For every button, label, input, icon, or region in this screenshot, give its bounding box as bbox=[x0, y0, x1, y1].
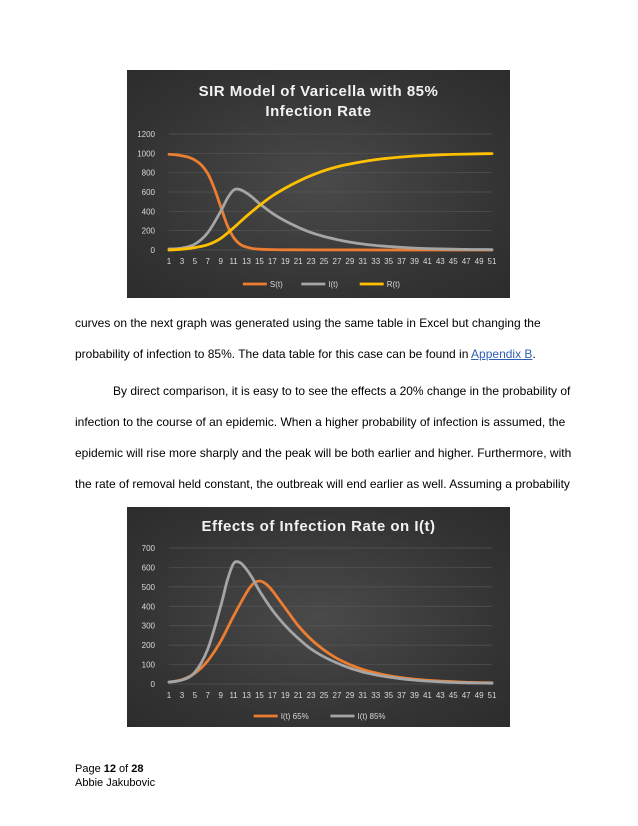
x-tick-label: 51 bbox=[487, 691, 497, 700]
x-tick-label: 43 bbox=[435, 257, 445, 266]
chart-title-line1: Effects of Infection Rate on I(t) bbox=[201, 518, 436, 535]
x-tick-label: 31 bbox=[358, 691, 368, 700]
legend-label: I(t) 65% bbox=[280, 712, 309, 721]
x-tick-label: 33 bbox=[371, 257, 381, 266]
y-tick-label: 700 bbox=[141, 544, 155, 553]
paragraph-text: probability of infection to 85%. The data table for this case can be found in bbox=[75, 347, 472, 361]
x-tick-label: 9 bbox=[218, 257, 223, 266]
appendix-b-link[interactable]: Appendix B bbox=[471, 347, 533, 361]
y-tick-label: 0 bbox=[150, 680, 155, 689]
x-tick-label: 25 bbox=[319, 691, 329, 700]
legend-label: I(t) 85% bbox=[357, 712, 386, 721]
x-tick-label: 39 bbox=[410, 257, 419, 266]
x-tick-label: 37 bbox=[397, 691, 407, 700]
y-tick-label: 1200 bbox=[137, 130, 155, 139]
x-tick-label: 19 bbox=[280, 691, 290, 700]
x-tick-label: 29 bbox=[345, 257, 355, 266]
x-tick-label: 45 bbox=[448, 691, 458, 700]
x-tick-label: 5 bbox=[192, 691, 198, 700]
y-tick-label: 600 bbox=[141, 563, 155, 573]
x-tick-label: 15 bbox=[254, 257, 264, 266]
series-line bbox=[169, 581, 492, 683]
paragraph-line: By direct comparison, it is easy to to see the effects a 20% change in the probability of bbox=[113, 384, 571, 398]
y-tick-label: 1000 bbox=[137, 149, 155, 159]
x-tick-label: 7 bbox=[205, 691, 210, 700]
y-tick-label: 200 bbox=[141, 226, 155, 236]
x-tick-label: 13 bbox=[242, 691, 251, 700]
x-tick-label: 33 bbox=[371, 691, 381, 700]
x-tick-label: 41 bbox=[422, 691, 432, 700]
series-line bbox=[169, 562, 492, 684]
x-tick-label: 31 bbox=[358, 257, 368, 266]
x-tick-label: 39 bbox=[410, 691, 419, 700]
chart-title-line2: Infection Rate bbox=[265, 103, 372, 120]
x-tick-label: 17 bbox=[267, 691, 277, 700]
x-tick-label: 11 bbox=[229, 257, 238, 266]
x-tick-label: 23 bbox=[306, 691, 316, 700]
sir-chart-plot bbox=[127, 70, 510, 298]
x-tick-label: 13 bbox=[242, 257, 251, 266]
legend-label: S(t) bbox=[269, 280, 283, 289]
y-tick-label: 800 bbox=[141, 168, 155, 178]
x-tick-label: 27 bbox=[332, 257, 342, 266]
y-tick-label: 100 bbox=[141, 660, 155, 670]
legend-label: R(t) bbox=[386, 280, 401, 289]
x-tick-label: 37 bbox=[397, 257, 407, 266]
infection-rate-chart-plot bbox=[127, 507, 510, 727]
paragraph-line bbox=[75, 346, 575, 362]
y-tick-label: 600 bbox=[141, 188, 155, 197]
x-tick-label: 19 bbox=[280, 257, 290, 266]
x-tick-label: 11 bbox=[229, 691, 238, 700]
page-number bbox=[75, 762, 144, 776]
x-tick-label: 3 bbox=[179, 691, 185, 700]
x-tick-label: 47 bbox=[461, 257, 471, 266]
page-label: Page bbox=[75, 763, 104, 775]
x-tick-label: 35 bbox=[384, 691, 394, 700]
x-tick-label: 21 bbox=[293, 691, 303, 700]
paragraph-text: . bbox=[532, 347, 536, 361]
x-tick-label: 29 bbox=[345, 691, 355, 700]
page-total: 28 bbox=[131, 763, 144, 775]
page-of: of bbox=[116, 763, 132, 775]
y-tick-label: 200 bbox=[141, 641, 155, 651]
x-tick-label: 23 bbox=[306, 257, 316, 266]
x-tick-label: 25 bbox=[319, 257, 329, 266]
sir-chart bbox=[127, 70, 510, 298]
x-tick-label: 35 bbox=[384, 257, 394, 266]
x-tick-label: 51 bbox=[487, 257, 497, 266]
infection-rate-chart bbox=[127, 507, 510, 727]
page-current: 12 bbox=[103, 763, 116, 775]
x-tick-label: 27 bbox=[332, 691, 342, 700]
x-tick-label: 49 bbox=[474, 691, 484, 700]
y-tick-label: 400 bbox=[141, 602, 155, 612]
x-tick-label: 49 bbox=[474, 257, 484, 266]
x-tick-label: 47 bbox=[461, 691, 471, 700]
legend-label: I(t) bbox=[328, 280, 339, 289]
x-tick-label: 5 bbox=[192, 257, 198, 266]
paragraph-line: epidemic will rise more sharply and the peak will be both earlier and higher. Furthermore, with bbox=[75, 446, 572, 460]
x-tick-label: 1 bbox=[166, 691, 172, 700]
chart-title-line1: SIR Model of Varicella with 85% bbox=[198, 83, 439, 100]
author-name: Abbie Jakubovic bbox=[75, 777, 156, 789]
x-tick-label: 15 bbox=[254, 691, 264, 700]
series-line bbox=[169, 154, 492, 250]
x-tick-label: 7 bbox=[205, 257, 210, 266]
x-tick-label: 9 bbox=[218, 691, 223, 700]
x-tick-label: 3 bbox=[179, 257, 185, 266]
paragraph-line: curves on the next graph was generated using the same table in Excel but changing the bbox=[75, 316, 541, 330]
x-tick-label: 21 bbox=[293, 257, 303, 266]
x-tick-label: 1 bbox=[166, 257, 172, 266]
y-tick-label: 400 bbox=[141, 207, 155, 217]
paragraph-line: the rate of removal held constant, the outbreak will end earlier as well. Assuming a probability bbox=[75, 477, 570, 491]
y-tick-label: 500 bbox=[141, 582, 155, 592]
y-tick-label: 300 bbox=[141, 621, 155, 631]
x-tick-label: 43 bbox=[435, 691, 445, 700]
x-tick-label: 17 bbox=[267, 257, 277, 266]
paragraph-line: infection to the course of an epidemic. When a higher probability of infection is assumed, the bbox=[75, 415, 566, 429]
x-tick-label: 45 bbox=[448, 257, 458, 266]
y-tick-label: 0 bbox=[150, 246, 155, 255]
x-tick-label: 41 bbox=[422, 257, 432, 266]
